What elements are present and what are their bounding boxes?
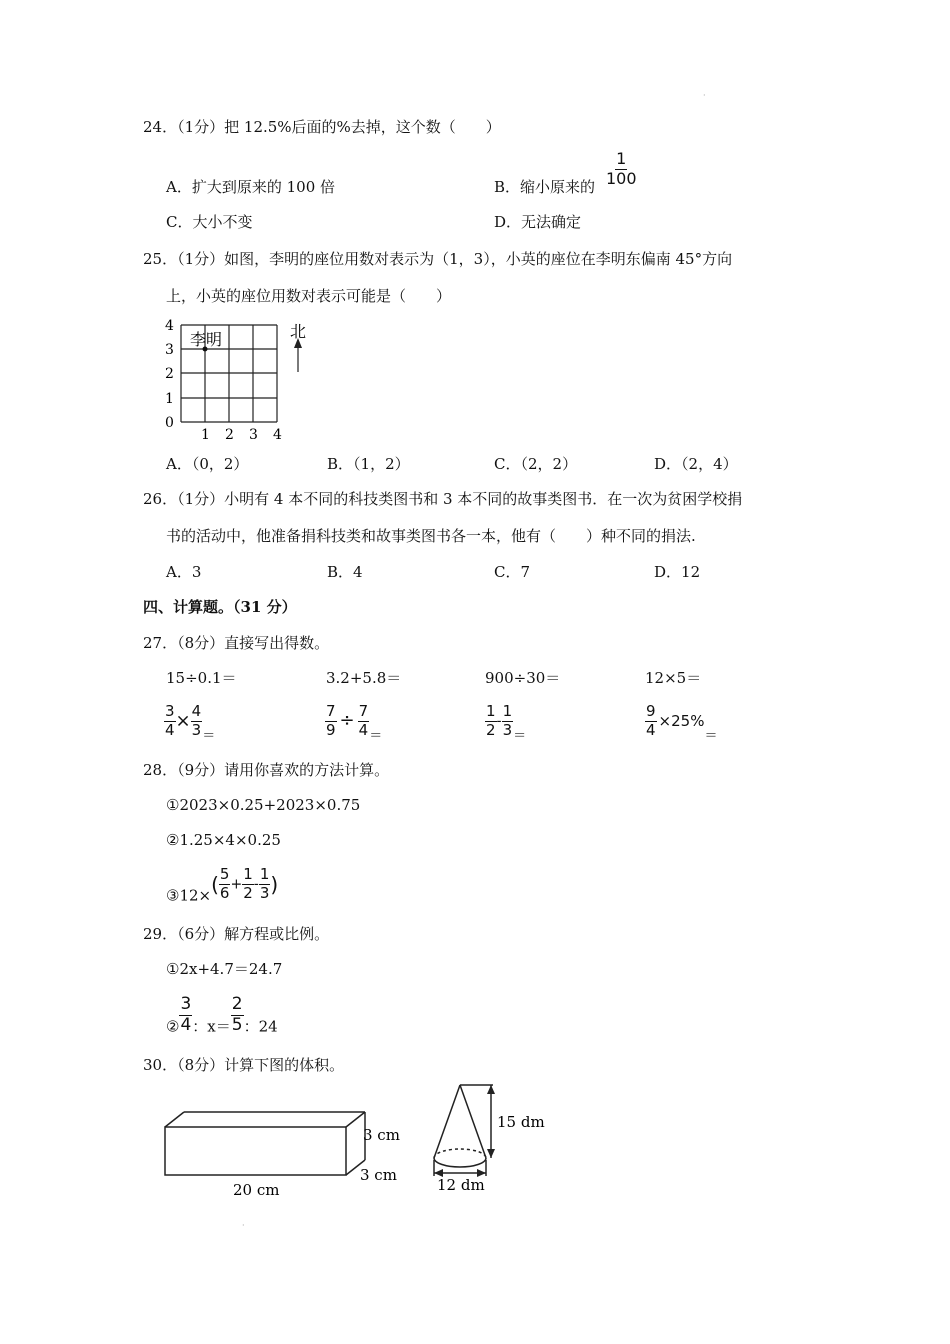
north-label: 北 bbox=[290, 322, 307, 341]
cuboid-depth-label: 3 cm bbox=[360, 1166, 397, 1184]
cone-height-label: 15 dm bbox=[497, 1113, 545, 1131]
section-title: 四、计算题。（31 分） bbox=[143, 598, 297, 616]
q29-item-1: ①2x+4.7＝24.7 bbox=[166, 960, 283, 978]
cuboid-figure bbox=[155, 1100, 415, 1210]
q30-stem: 30．（8分）计算下图的体积。 bbox=[143, 1056, 345, 1074]
q25-option-c: C．（2，2） bbox=[494, 455, 578, 473]
q26-stem-line1: 26．（1分）小明有 4 本不同的科技类图书和 3 本不同的故事类图书．在一次为贫困学校捐 bbox=[143, 490, 743, 508]
y-tick: 0 bbox=[165, 415, 174, 431]
q26-option-b: B．4 bbox=[327, 563, 363, 581]
q24-option-b: B．缩小原来的 bbox=[494, 178, 596, 196]
scan-mark: · bbox=[703, 91, 706, 100]
scan-mark: · bbox=[242, 1221, 245, 1230]
cone-diameter-label: 12 dm bbox=[437, 1176, 485, 1194]
y-tick: 3 bbox=[165, 342, 174, 358]
q25-option-b: B．（1，2） bbox=[327, 455, 410, 473]
q27-item: 3.2+5.8＝ bbox=[326, 669, 402, 687]
q27-stem: 27．（8分）直接写出得数。 bbox=[143, 634, 330, 652]
arrow-up-icon bbox=[487, 1085, 495, 1094]
q25-option-d: D．（2，4） bbox=[654, 455, 738, 473]
q28-item-2: ②1.25×4×0.25 bbox=[166, 831, 281, 849]
x-tick: 2 bbox=[225, 427, 234, 443]
q27-item: 12×5＝ bbox=[645, 669, 702, 687]
seat-grid bbox=[155, 312, 325, 447]
cuboid-height-label: 3 cm bbox=[363, 1126, 400, 1144]
q27-fraction-item: $\frac{3}{4}$ × $\frac{4}{3}$ ＝ bbox=[165, 702, 216, 744]
q25-option-a: A．（0，2） bbox=[166, 455, 249, 473]
q24-option-c: C．大小不变 bbox=[166, 213, 253, 231]
q27-item: 15÷0.1＝ bbox=[166, 669, 237, 687]
q25-stem-line2: 上，小英的座位用数对表示可能是（ ） bbox=[166, 287, 452, 305]
x-tick: 1 bbox=[201, 427, 210, 443]
q24-stem: 24．（1分）把 12.5%后面的%去掉，这个数（ ） bbox=[143, 118, 501, 136]
q28-item-1: ①2023×0.25+2023×0.75 bbox=[166, 796, 361, 814]
q24-option-b-fraction: $\frac{1}{100}$ bbox=[606, 149, 637, 188]
arrow-down-icon bbox=[487, 1149, 495, 1158]
q29-stem: 29．（6分）解方程或比例。 bbox=[143, 925, 330, 943]
y-tick: 1 bbox=[165, 391, 174, 407]
cuboid-length-label: 20 cm bbox=[233, 1181, 280, 1199]
q26-stem-line2: 书的活动中，他准备捐科技类和故事类图书各一本，他有（ ）种不同的捐法. bbox=[166, 527, 696, 545]
q27-fraction-item: $\frac{1}{2}$ - $\frac{1}{3}$ ＝ bbox=[486, 702, 527, 744]
q27-item: 900÷30＝ bbox=[485, 669, 561, 687]
y-tick: 2 bbox=[165, 366, 174, 382]
q24-option-a: A．扩大到原来的 100 倍 bbox=[166, 178, 335, 196]
q27-fraction-item: $\frac{7}{9}$ ÷ $\frac{7}{4}$ ＝ bbox=[326, 702, 383, 744]
q25-stem-line1: 25．（1分）如图，李明的座位用数对表示为（1，3），小英的座位在李明东偏南 45°方向 bbox=[143, 250, 733, 268]
q26-option-a: A．3 bbox=[166, 563, 202, 581]
y-tick: 4 bbox=[165, 318, 174, 334]
q24-option-d: D．无法确定 bbox=[494, 213, 582, 231]
q28-stem: 28．（9分）请用你喜欢的方法计算。 bbox=[143, 761, 390, 779]
q27-fraction-item: $\frac{9}{4}$ ×25%＝ bbox=[646, 702, 718, 744]
q28-item-3: ③12×( $\frac{5}{6}$ + $\frac{1}{2}$ - $\frac{1}{3}$ ) bbox=[166, 865, 279, 905]
x-tick: 3 bbox=[249, 427, 258, 443]
li-ming-label: 李明 bbox=[190, 330, 223, 349]
cone-figure bbox=[425, 1080, 565, 1200]
q26-option-d: D．12 bbox=[654, 563, 701, 581]
q29-item-2: ② $\frac{3}{4}$ ：x＝ $\frac{2}{5}$ ：24 bbox=[166, 994, 278, 1036]
q26-option-c: C．7 bbox=[494, 563, 531, 581]
x-tick: 4 bbox=[273, 427, 282, 443]
